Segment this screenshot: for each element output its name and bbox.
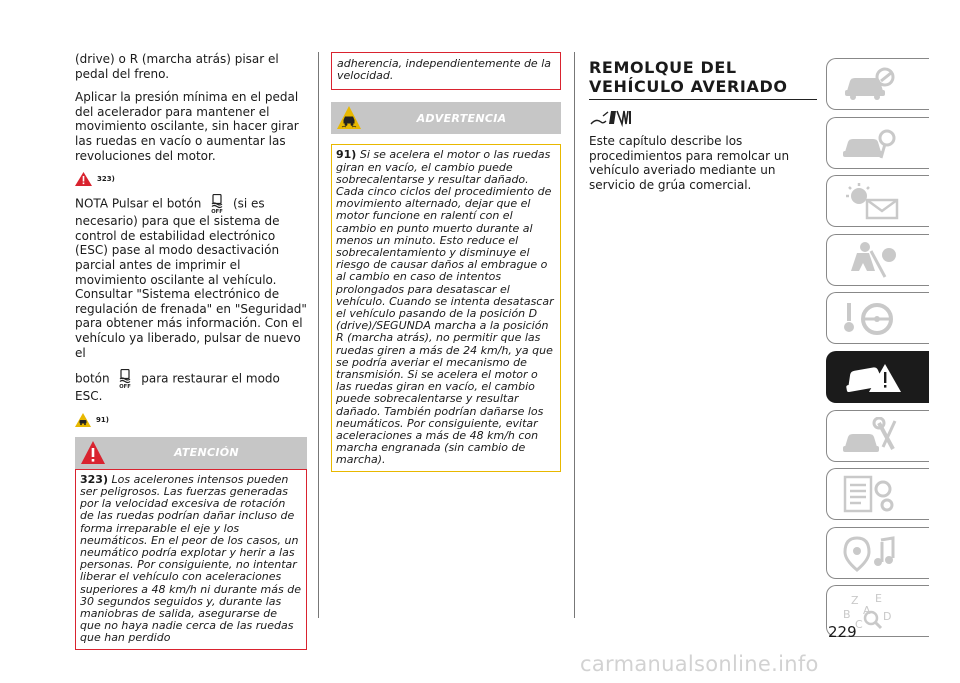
- restore-text-a: botón: [75, 371, 110, 386]
- airbag-seat-icon: [841, 241, 901, 279]
- caution-box: [75, 469, 307, 650]
- section-title-line1: REMOLQUE DEL: [589, 58, 737, 77]
- tab-warning-lights[interactable]: [826, 175, 929, 227]
- column-divider: [318, 52, 319, 618]
- svg-text:C: C: [855, 618, 863, 631]
- column-left: [75, 52, 307, 650]
- caution-box-continued: [331, 52, 561, 90]
- page-number: 229: [828, 623, 857, 641]
- section-title-rule: [589, 99, 817, 100]
- emergency-car-icon: [841, 358, 905, 398]
- column-right: [589, 58, 817, 201]
- maintenance-tools-icon: [841, 417, 901, 455]
- tab-multimedia[interactable]: [826, 527, 929, 579]
- svg-text:OFF: OFF: [119, 384, 132, 390]
- car-skid-icon: [336, 105, 362, 131]
- warning-reference-number: 91): [96, 415, 109, 424]
- car-skid-icon: [75, 413, 91, 427]
- section-title: [589, 58, 817, 96]
- column-middle: [331, 52, 561, 472]
- paragraph-brake: (drive) o R (marcha atrás) pisar el pedal del freno.: [75, 52, 279, 81]
- warning-box: [331, 144, 561, 471]
- svg-text:E: E: [875, 592, 882, 606]
- caution-banner: [75, 437, 307, 469]
- svg-text:Z: Z: [851, 594, 859, 608]
- esc-off-icon: [209, 194, 225, 214]
- nota-text-a: NOTA Pulsar el botón: [75, 196, 202, 211]
- paragraph-nota: [75, 194, 307, 360]
- caution-text-continued: adherencia, independientemente de la velocidad.: [337, 57, 551, 83]
- paragraph-accelerator: Aplicar la presión mínima en el pedal del acelerador para mantener el movimiento oscilante, sin hacer girar las ruedas en vacío o aumentar las revoluciones del motor.: [75, 90, 299, 163]
- restore-text-b: para restaurar el modo ESC.: [75, 371, 280, 404]
- svg-text:D: D: [883, 610, 892, 624]
- warning-title: ADVERTENCIA: [416, 111, 507, 125]
- tab-emergency[interactable]: [826, 351, 929, 403]
- tab-key[interactable]: [826, 117, 929, 169]
- caution-reference: [75, 172, 307, 186]
- watermark: carmanualsonline.info: [580, 652, 819, 676]
- tab-technical-data[interactable]: [826, 468, 929, 520]
- esc-off-icon: [117, 369, 133, 389]
- warning-banner: [331, 102, 561, 134]
- chapter-tabs: [826, 58, 929, 644]
- warning-text: Si se acelera el motor o las ruedas giran en vacío, el cambio puede sobrecalentarse y resultar dañado. Cada cinco ciclos del procedimiento de movimiento alternado, dejar que el motor funcione en ralentí con el cambio en punto muerto durante al menos un minuto. Esto reduce el sobrecalentamiento y disminuye el riesgo de causar daños al embrague o al cambio en caso de intentos prolongados para desatascar el vehículo. Cuando se intenta desatascar el vehículo pasando de la posición D (drive)/SEGUNDA marcha a la posición R (marcha atrás), no permitir que las ruedas giren a más de 24 km/h, ya que se podría averiar el mecanismo de transmisión. Si se acelera el motor o las ruedas giran en vacío, el cambio puede sobrecalentarse y resultar dañado. También podrían dañarse los neumáticos. Por consiguiente, evitar aceleraciones a más de 48 km/h con marcha engranada (sin cambio de marcha).: [336, 148, 554, 467]
- caution-text: Los acelerones intensos pueden ser peligrosos. Las fuerzas generadas por la velocidad excesiva de rotación de las ruedas podrían dañar incluso de forma irreparable el eje y los neumáticos. En el peor de los casos, un neumático podría explotar y herir a las personas. Por consiguiente, no intentar liberar el vehículo con aceleraciones superiores a 48 km/h ni durante más de 30 segundos seguidos y, durante las maniobras de salida, asegurarse de que no haya nadie cerca de las ruedas que han perdido: [80, 472, 301, 645]
- nota-text-b: (si es necesario) para que el sistema de control de estabilidad electrónico (ESC) pase al modo desactivación parcial antes de imprimir el movimiento oscilante al vehículo. Consultar "Sistema electrónico de regulación de frenada" en "Seguridad" para obtener más información. Con el vehículo ya liberado, pulsar de nuevo el: [75, 196, 307, 360]
- svg-text:B: B: [843, 608, 851, 622]
- paragraph-restore: [75, 369, 307, 404]
- car-key-icon: [841, 124, 901, 162]
- caution-reference-number: 323): [97, 175, 115, 184]
- caution-number: 323): [80, 472, 108, 486]
- tab-dashboard[interactable]: [826, 58, 929, 110]
- warning-number: 91): [336, 148, 357, 162]
- svg-text:A: A: [863, 604, 871, 618]
- section-body: Este capítulo describe los procedimientos para remolcar un vehículo averiado mediante un servicio de grúa comercial.: [589, 134, 790, 192]
- warning-lights-icon: [841, 182, 901, 220]
- caution-title: ATENCIÓN: [174, 446, 239, 460]
- multimedia-icon: [841, 534, 901, 572]
- warning-triangle-icon: [75, 172, 92, 186]
- dashboard-car-icon: [841, 65, 901, 103]
- section-title-line2: VEHÍCULO AVERIADO: [589, 77, 788, 96]
- svg-text:OFF: OFF: [211, 209, 223, 215]
- column-divider: [574, 52, 575, 618]
- steering-start-icon: [841, 299, 901, 337]
- technical-data-icon: [841, 475, 901, 513]
- tab-safety[interactable]: [826, 234, 929, 286]
- tab-maintenance[interactable]: [826, 410, 929, 462]
- tab-start-driving[interactable]: [826, 292, 929, 344]
- warning-reference: [75, 413, 307, 427]
- tow-hook-icon: [589, 108, 633, 128]
- warning-triangle-icon: [80, 440, 106, 466]
